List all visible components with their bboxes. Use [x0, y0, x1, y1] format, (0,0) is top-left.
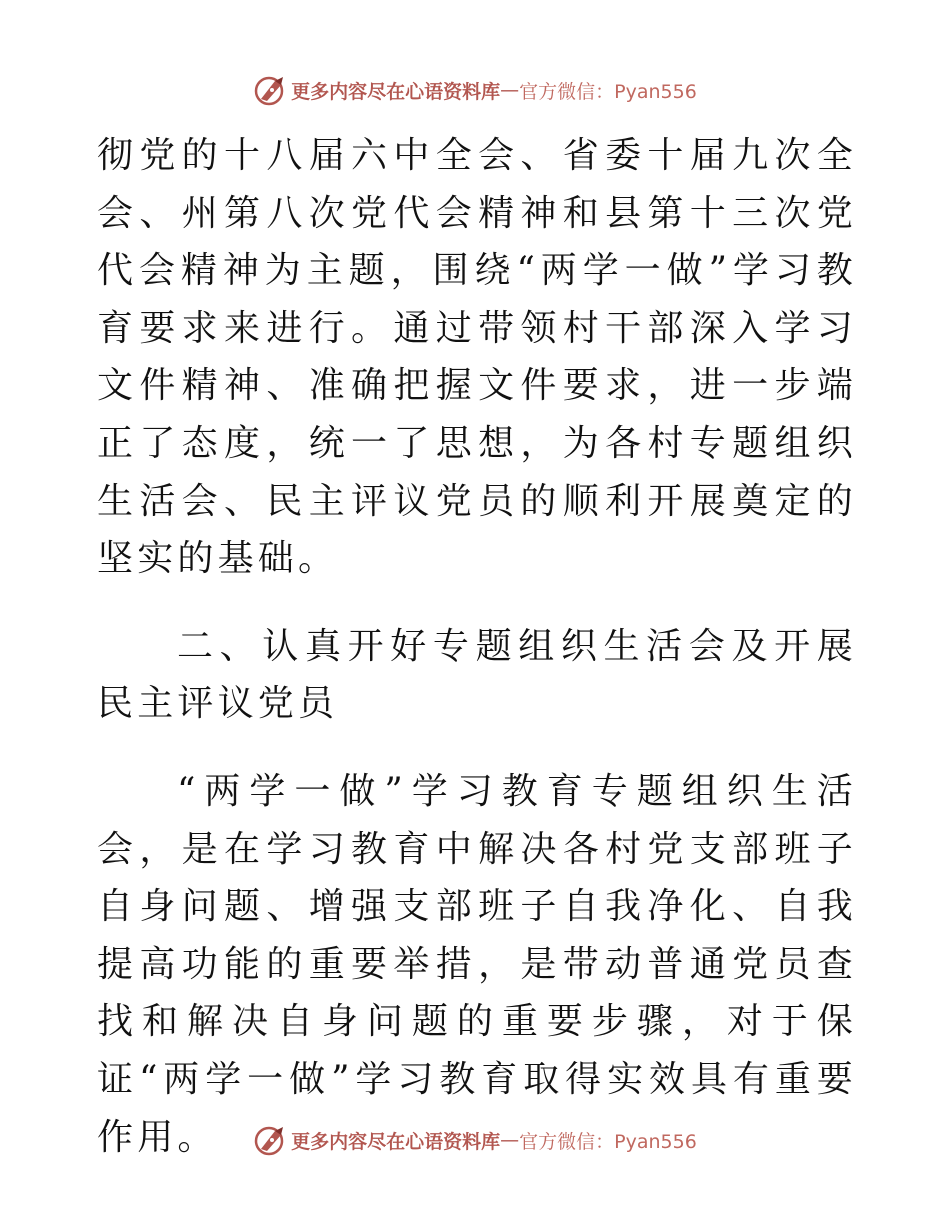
- footer-brand-text: 更多内容尽在心语资料库: [291, 1130, 501, 1153]
- paragraph-gap: [97, 588, 857, 618]
- paragraph-gap: [97, 733, 857, 763]
- pen-nib-logo-icon: [253, 1123, 287, 1157]
- footer-dash: —: [500, 1129, 520, 1151]
- section-heading-2: 二、认真开好专题组织生活会及开展民主评议党员: [97, 625, 857, 725]
- paragraph-1: 彻党的十八届六中全会、省委十届九次全会、州第八次党代会精神和县第十三次党代会精神为主题，围绕“两学一做”学习教育要求来进行。通过带领村干部深入学习文件精神、准确把握文件要求，进一步端正了态度，统一了思想，为各村专题组织生活会、民主评议党员的顺利开展奠定的坚实的基础。: [97, 135, 857, 580]
- header-brand-text: 更多内容尽在心语资料库: [291, 80, 501, 103]
- header-watermark: [0, 70, 950, 110]
- header-account-text: 官方微信：Pyan556: [519, 80, 697, 103]
- footer-account-text: 官方微信：Pyan556: [519, 1130, 697, 1153]
- document-body: [97, 127, 857, 1166]
- header-dash: —: [500, 79, 520, 101]
- footer-watermark: [0, 1120, 950, 1160]
- paragraph-2: “两学一做”学习教育专题组织生活会，是在学习教育中解决各村党支部班子自身问题、增强支部班子自我净化、自我提高功能的重要举措，是带动普通党员查找和解决自身问题的重要步骤，对于保证“两学一做”学习教育取得实效具有重要作用。: [97, 770, 857, 1158]
- pen-nib-logo-icon: [253, 73, 287, 107]
